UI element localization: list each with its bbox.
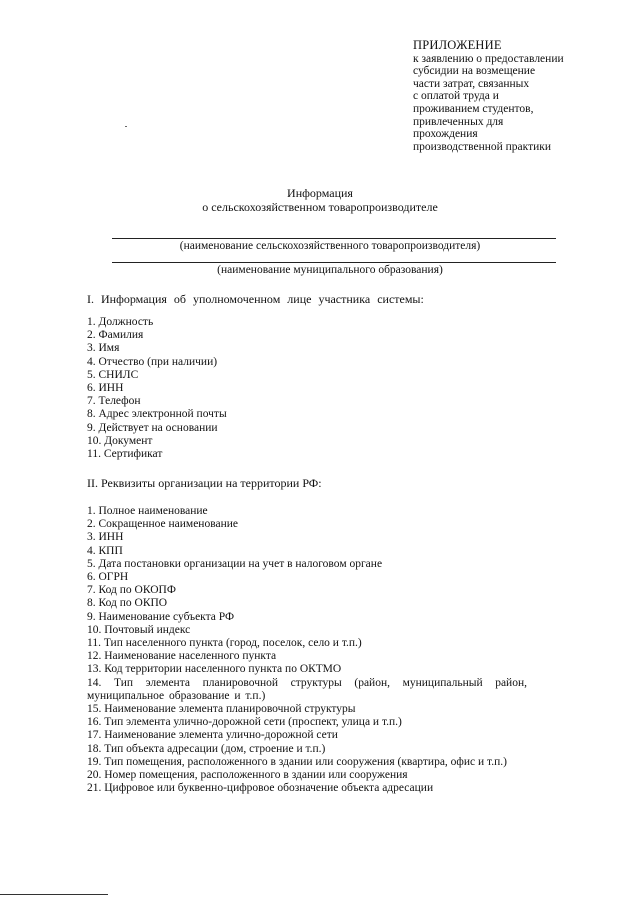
annex-line: с оплатой труда и — [413, 90, 499, 103]
list-item: 3. ИНН — [87, 531, 124, 544]
list-item: 5. Дата постановки организации на учет в налоговом органе — [87, 557, 383, 570]
list-item: 6. ОГРН — [87, 571, 129, 584]
list-item: 20. Номер помещения, расположенного в здании или сооружения — [87, 769, 408, 782]
municipality-name-line[interactable] — [112, 262, 556, 263]
list-item: 8. Адрес электронной почты — [87, 408, 227, 421]
footer-rule — [0, 894, 108, 895]
annex-block — [413, 39, 613, 153]
producer-name-line[interactable] — [112, 238, 556, 239]
list-item: 10. Почтовый индекс — [87, 623, 191, 636]
list-item: 4. Отчество (при наличии) — [87, 355, 218, 368]
annex-line: привлеченных для — [413, 115, 504, 128]
list-item: 12. Наименование населенного пункта — [87, 650, 277, 663]
annex-line: проживанием студентов, — [413, 102, 534, 115]
list-item: 2. Фамилия — [87, 329, 144, 342]
list-item: 11. Тип населенного пункта (город, поселок, село и т.п.) — [87, 637, 362, 650]
list-item: 9. Действует на основании — [87, 421, 218, 434]
list-item: 4. КПП — [87, 544, 123, 557]
list-item: 21. Цифровое или буквенно-цифровое обозначение объекта адресации — [87, 782, 434, 795]
list-item: 7. Код по ОКОПФ — [87, 584, 176, 597]
section-2-heading: II. Реквизиты организации на территории РФ: — [87, 476, 322, 490]
list-item: 15. Наименование элемента планировочной структуры — [87, 703, 356, 716]
annex-line: части затрат, связанных — [413, 77, 530, 90]
annex-line: к заявлению о предоставлении — [413, 52, 564, 65]
section-1-heading: I. Информация об уполномоченном лице участника системы: — [87, 292, 424, 306]
list-item: 1. Полное наименование — [87, 505, 208, 517]
annex-line: производственной практики — [413, 140, 552, 153]
document-subtitle: о сельскохозяйственном товаропроизводителе — [202, 200, 438, 214]
list-item: 9. Наименование субъекта РФ — [87, 610, 235, 623]
list-item: 1. Должность — [87, 316, 154, 328]
list-item: 14. Тип элемента планировочной структуры (район, муниципальный район, муниципальное образование и т.п.) — [87, 676, 527, 702]
list-item: 8. Код по ОКПО — [87, 597, 168, 610]
annex-line: прохождения — [413, 128, 478, 141]
list-item: 10. Документ — [87, 434, 153, 447]
producer-name-caption: (наименование сельскохозяйственного товаропроизводителя) — [179, 240, 481, 252]
document-title: Информация — [287, 186, 353, 200]
annex-line: субсидии на возмещение — [413, 65, 536, 78]
municipality-name-caption: (наименование муниципального образования) — [217, 264, 443, 276]
scan-speck — [125, 126, 127, 127]
section-2-list — [87, 505, 527, 795]
list-item: 6. ИНН — [87, 382, 124, 395]
list-item: 16. Тип элемента улично-дорожной сети (проспект, улица и т.п.) — [87, 716, 402, 729]
list-item: 3. Имя — [87, 342, 120, 355]
list-item: 13. Код территории населенного пункта по ОКТМО — [87, 663, 342, 676]
list-item: 2. Сокращенное наименование — [87, 518, 238, 531]
list-item: 5. СНИЛС — [87, 368, 139, 381]
section-1-list — [87, 316, 527, 461]
annex-title: ПРИЛОЖЕНИЕ — [413, 38, 502, 52]
list-item: 7. Телефон — [87, 395, 141, 408]
list-item: 11. Сертификат — [87, 448, 163, 461]
list-item: 17. Наименование элемента улично-дорожной сети — [87, 729, 338, 742]
list-item: 19. Тип помещения, расположенного в здании или сооружения (квартира, офис и т.п.) — [87, 755, 507, 768]
list-item: 18. Тип объекта адресации (дом, строение и т.п.) — [87, 742, 326, 755]
